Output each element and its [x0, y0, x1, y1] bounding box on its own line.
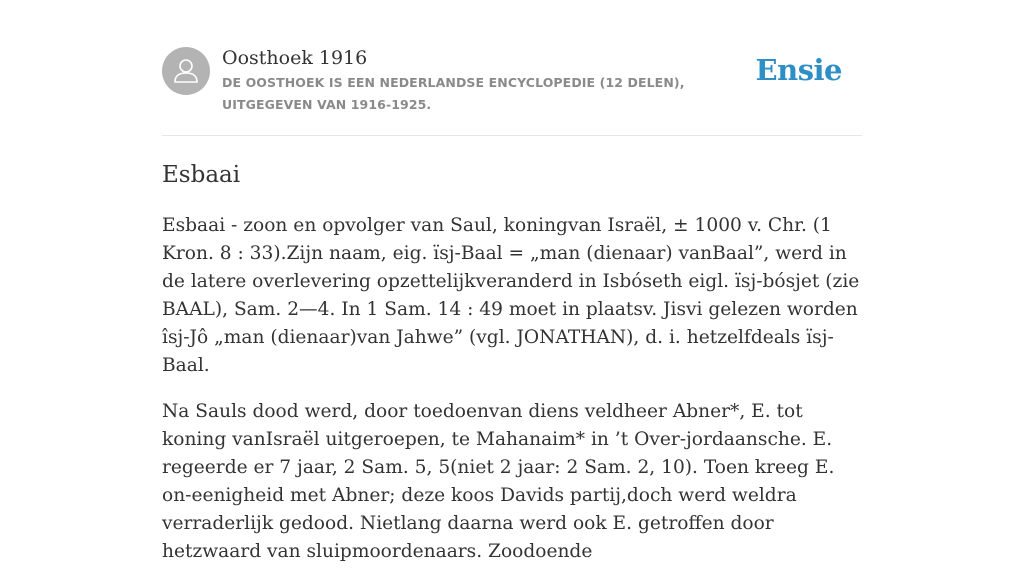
- entry-body: [162, 212, 868, 584]
- header-divider: [162, 135, 862, 136]
- ensie-logo[interactable]: Ensie: [755, 53, 842, 87]
- entry-paragraph: Esbaai - zoon en opvolger van Saul, koningvan Israël, ± 1000 v. Chr. (1 Kron. 8 : 33).Zijn naam, eig. ïsj-Baal = „man (dienaar) vanBaal”, werd in de latere overlevering opzettelijkveranderd in Isbóseth eigl. ïsj-bósjet (zie BAAL), Sam. 2—4. In 1 Sam. 14 : 49 moet in plaatsv. Jisvi gelezen worden îsj-Jô „man (dienaar)van Jahwe” (vgl. JONATHAN), d. i. hetzelfdeals ïsj-Baal.: [162, 215, 860, 376]
- source-title[interactable]: Oosthoek 1916: [222, 47, 368, 69]
- source-header: [162, 46, 862, 136]
- source-description: DE OOSTHOEK IS EEN NEDERLANDSE ENCYCLOPEDIE (12 DELEN), UITGEGEVEN VAN 1916-1925.: [222, 75, 685, 112]
- entry-title: Esbaai: [162, 162, 241, 188]
- user-icon: [162, 47, 210, 95]
- avatar[interactable]: [162, 47, 210, 95]
- entry-paragraph: Na Sauls dood werd, door toedoenvan diens veldheer Abner*, E. tot koning vanIsraël uitgeroepen, te Mahanaim* in ’t Over-jordaansche. E. regeerde er 7 jaar, 2 Sam. 5, 5(niet 2 jaar: 2 Sam. 2, 10). Toen kreeg E. on-eenigheid met Abner; deze koos Davids partij,doch werd weldra verraderlijk gedood. Nietlang daarna werd ook E. getroffen door hetzwaard van sluipmoordenaars. Zoodoende: [162, 401, 835, 562]
